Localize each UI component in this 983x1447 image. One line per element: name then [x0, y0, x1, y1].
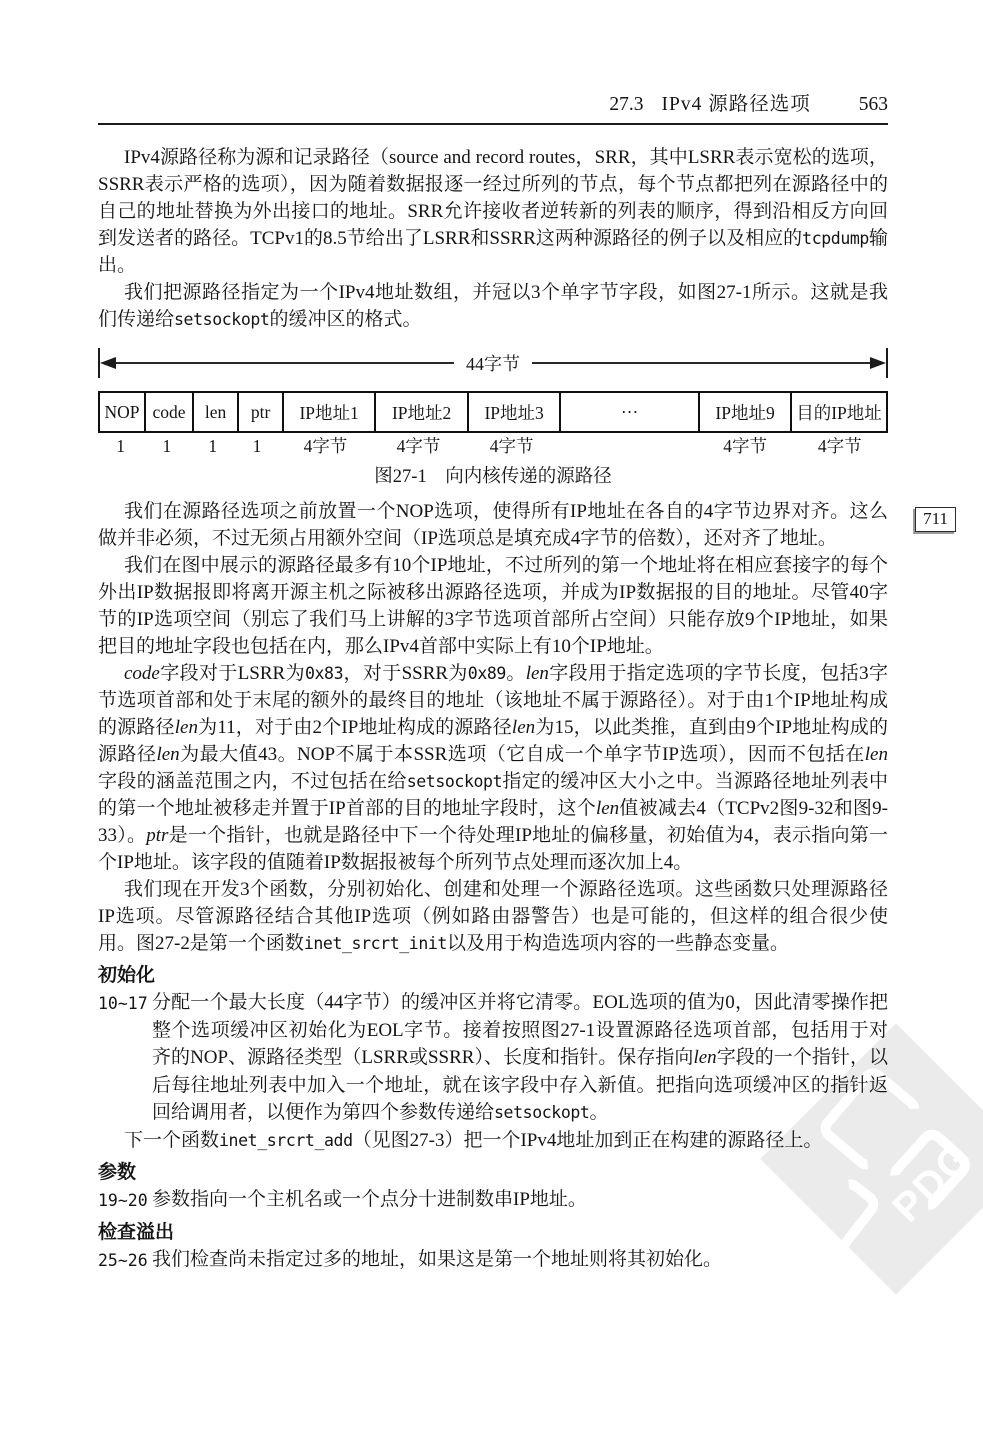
watermark-pdg-label: PDG: [884, 1133, 981, 1231]
field-cell-IP地址9: IP地址9: [698, 391, 792, 433]
field-size-label: 1: [208, 436, 218, 456]
field-cell-code: code: [144, 391, 194, 433]
field-size-label: 1: [252, 436, 262, 456]
annotation-text: 我们检查尚未指定过多的地址，如果这是第一个地址则将其初始化。: [152, 1248, 723, 1270]
field-size-label: 4字节: [396, 436, 441, 456]
byte-span-arrow: [98, 348, 888, 378]
total-bytes-label: 44字节: [466, 354, 520, 374]
field-cell-ptr: ptr: [237, 391, 284, 433]
annotation-item: [98, 1186, 888, 1214]
running-head: [98, 88, 888, 116]
paragraph-srr-intro: IPv4源路径称为源和记录路径（source and record routes，SRR，其中LSRR表示宽松的选项，SSRR表示严格的选项），因为随着数据报逐一经过所列的节点，每个节点都把列在源路径中的自己的地址替换为外出接口的地址。SRR允许接收者逆转新的列表的顺序，得到沿相反方向回到发送者的路径。TCPv1的8.5节给出了LSRR和SSRR这两种源路径的例子以及相应的tcpdump输出。: [98, 147, 888, 276]
option-buffer-sizes: [98, 435, 888, 457]
field-cell-NOP: NOP: [98, 391, 146, 433]
arrow-endbar-right: [886, 348, 888, 378]
source-line-range: 25~26: [98, 1250, 148, 1270]
field-cell-···: ···: [559, 391, 700, 433]
field-size-label: 4字节: [489, 436, 534, 456]
figure-27-1: [98, 348, 888, 488]
paragraph-code-len-ptr: code字段对于LSRR为0x83，对于SSRR为0x89。len字段用于指定选项的字节长度，包括3字节选项首部和处于末尾的额外的最终目的地址（该地址不属于源路径）。对于由1个IP地址构成的源路径len为11，对于由2个IP地址构成的源路径len为15，以此类推，直到由9个IP地址构成的源路径len为最大值43。NOP不属于本SSR选项（它自成一个单字节IP选项），因而不包括在len字段的涵盖范围之内，不过包括在给setsockopt指定的缓冲区大小之中。当源路径地址列表中的第一个地址被移走并置于IP首部的目的地址字段时，这个len值被减去4（TCPv2图9-32和图9-33）。ptr是一个指针，也就是路径中下一个待处理IP地址的偏移量，初始值为4，表示指向第一个IP地址。该字段的值随着IP数据报被每个所列节点处理而逐次加上4。: [98, 663, 888, 873]
source-line-range: 10~17: [98, 994, 148, 1013]
field-size-label: 1: [162, 436, 172, 456]
figure-caption: 图27-1 向内核传递的源路径: [374, 467, 612, 487]
field-size-label: [558, 435, 699, 457]
paragraph-next-function: 下一个函数inet_srcrt_add（见图27-3）把一个IPv4地址加到正在构建的源路径上。: [124, 1129, 823, 1151]
section-title: IPv4 源路径选项: [661, 94, 811, 115]
field-size-label: 4字节: [817, 436, 862, 456]
field-cell-目的IP地址: 目的IP地址: [790, 391, 888, 433]
annotation-item: [98, 989, 888, 1127]
page-number: 563: [858, 94, 888, 115]
source-line-range: 19~20: [98, 1190, 148, 1210]
paragraph-ten-addresses: 我们在图中展示的源路径最多有10个IP地址，不过所列的第一个地址将在相应套接字的每个外出IP数据报即将离开源主机之际被移出源路径选项，并成为IP数据报的目的地址。尽管40字节的IP选项空间（别忘了我们马上讲解的3字节选项首部所占空间）只能存放9个IP地址，如果把目的地址字段也包括在内，那么IPv4首部中实际上有10个IP地址。: [98, 555, 888, 657]
header-rule: [98, 123, 888, 125]
margin-page-ref: 711: [915, 507, 956, 532]
field-cell-len: len: [192, 391, 239, 433]
field-size-label: 1: [116, 436, 126, 456]
paragraph-nop-alignment: 我们在源路径选项之前放置一个NOP选项，使得所有IP地址在各自的4字节边界对齐。这么做并非必须，不过无须占用额外空间（IP选项总是填充成4字节的倍数），还对齐了地址。: [98, 501, 888, 549]
field-size-label: 4字节: [723, 436, 767, 456]
annotation-text: 参数指向一个主机名或一个点分十进制数串IP地址。: [152, 1188, 587, 1210]
page-body: [98, 144, 888, 1274]
arrow-line: [532, 362, 870, 364]
heading-check-overflow: 检查溢出: [98, 1221, 175, 1243]
field-cell-IP地址3: IP地址3: [467, 391, 561, 433]
option-buffer-cells: [98, 391, 888, 433]
heading-arguments: 参数: [98, 1161, 137, 1183]
field-cell-IP地址1: IP地址1: [282, 391, 376, 433]
arrowhead-right-icon: [870, 357, 886, 369]
arrowhead-left-icon: [100, 357, 116, 369]
paragraph-buffer-format: 我们把源路径指定为一个IPv4地址数组，并冠以3个单字节字段，如图27-1所示。这就是我们传递给setsockopt的缓冲区的格式。: [98, 282, 888, 330]
annotation-item: [98, 1246, 888, 1274]
heading-initialize: 初始化: [98, 965, 156, 986]
arrow-line: [116, 362, 454, 364]
field-size-label: 4字节: [303, 436, 348, 456]
field-cell-IP地址2: IP地址2: [374, 391, 469, 433]
section-number: 27.3: [609, 94, 644, 115]
annotation-text: 分配一个最大长度（44字节）的缓冲区并将它清零。EOL选项的值为0，因此清零操作把整个选项缓冲区初始化为EOL字节。接着按照图27-1设置源路径选项首部，包括用于对齐的NOP、源路径类型（LSRR或SSRR）、长度和指针。保存指向len字段的一个指针，以后每往地址列表中加入一个地址，就在该字段中存入新值。把指向选项缓冲区的指针返回给调用者，以便作为第四个参数传递给setsockopt。: [152, 992, 888, 1123]
paragraph-three-functions: 我们现在开发3个函数，分别初始化、创建和处理一个源路径选项。这些函数只处理源路径IP选项。尽管源路径结合其他IP选项（例如路由器警告）也是可能的，但这样的组合很少使用。图27-2是第一个函数inet_srcrt_init以及用于构造选项内容的一些静态变量。: [98, 879, 888, 954]
